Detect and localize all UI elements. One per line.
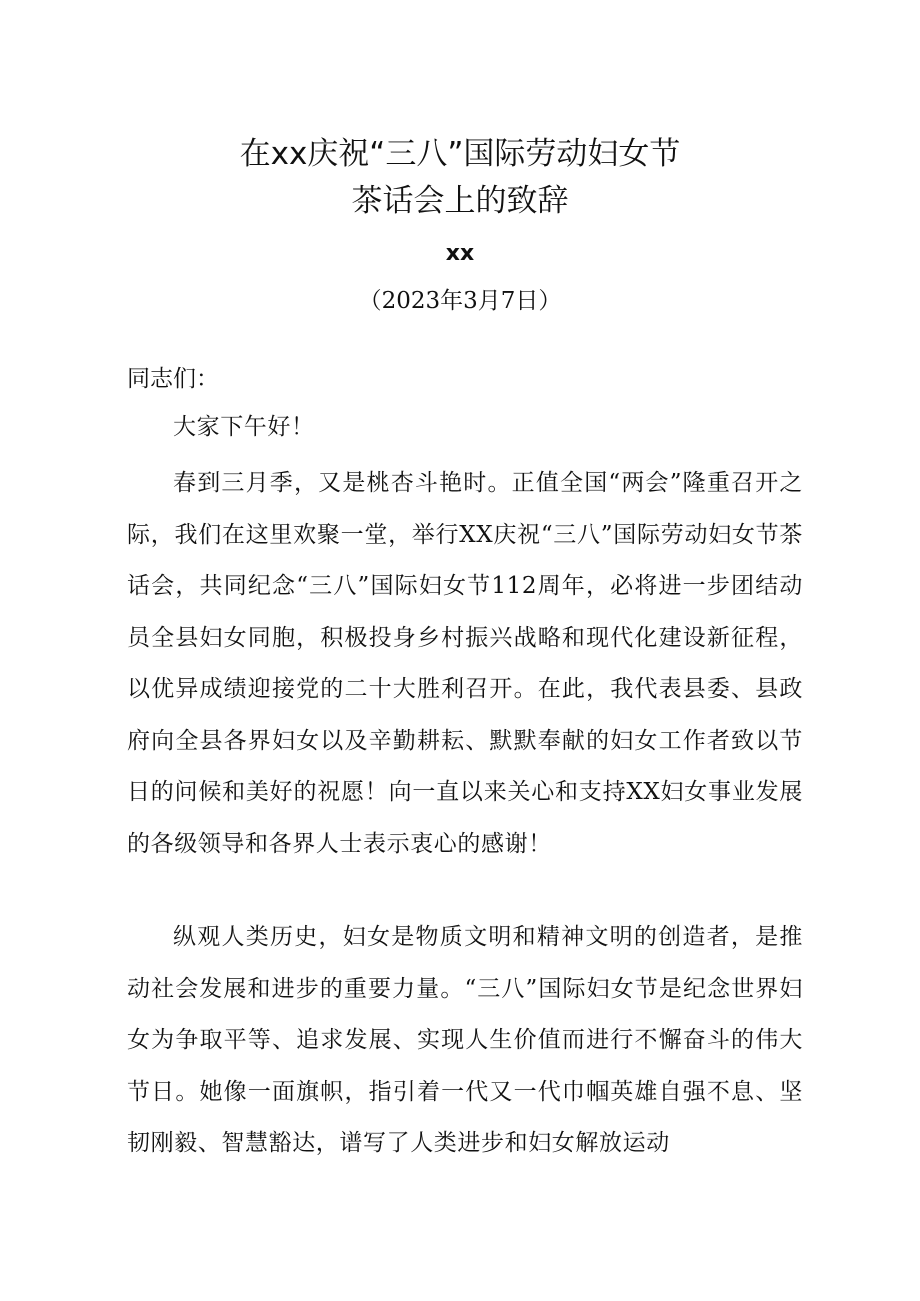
document-date: （2023年3月7日）	[358, 288, 562, 314]
body-paragraph-2	[127, 912, 803, 1170]
document-title-line-1: 在xx庆祝“三八”国际劳动妇女节	[239, 136, 681, 172]
paragraph-text: 纵观人类历史，妇女是物质文明和精神文明的创造者，是推动社会发展和进步的重要力量。“三八”国际妇女节是纪念世界妇女为争取平等、追求发展、实现人生价值而进行不懈奋斗的伟大节日。她像一面旗帜，指引着一代又一代巾帼英雄自强不息、坚韧刚毅、智慧豁达，谱写了人类进步和妇女解放运动	[127, 924, 803, 1156]
document-title-line-2: 茶话会上的致辞	[351, 183, 569, 219]
salutation: 同志们：	[127, 366, 219, 392]
document-author: xx	[445, 241, 475, 266]
body-paragraph-1	[127, 458, 803, 870]
paragraph-text: 春到三月季，又是桃杏斗艳时。正值全国“两会”隆重召开之际，我们在这里欢聚一堂，举行XX庆祝“三八”国际劳动妇女节茶话会，共同纪念“三八”国际妇女节112周年，必将进一步团结动员全县妇女同胞，积极投身乡村振兴战略和现代化建设新征程，以优异成绩迎接党的二十大胜利召开。在此，我代表县委、县政府向全县各界妇女以及辛勤耕耘、默默奉献的妇女工作者致以节日的问候和美好的祝愿！向一直以来关心和支持XX妇女事业发展的各级领导和各界人士表示衷心的感谢！	[127, 470, 803, 857]
greeting-paragraph	[127, 402, 803, 454]
greeting-text: 大家下午好！	[173, 414, 315, 440]
